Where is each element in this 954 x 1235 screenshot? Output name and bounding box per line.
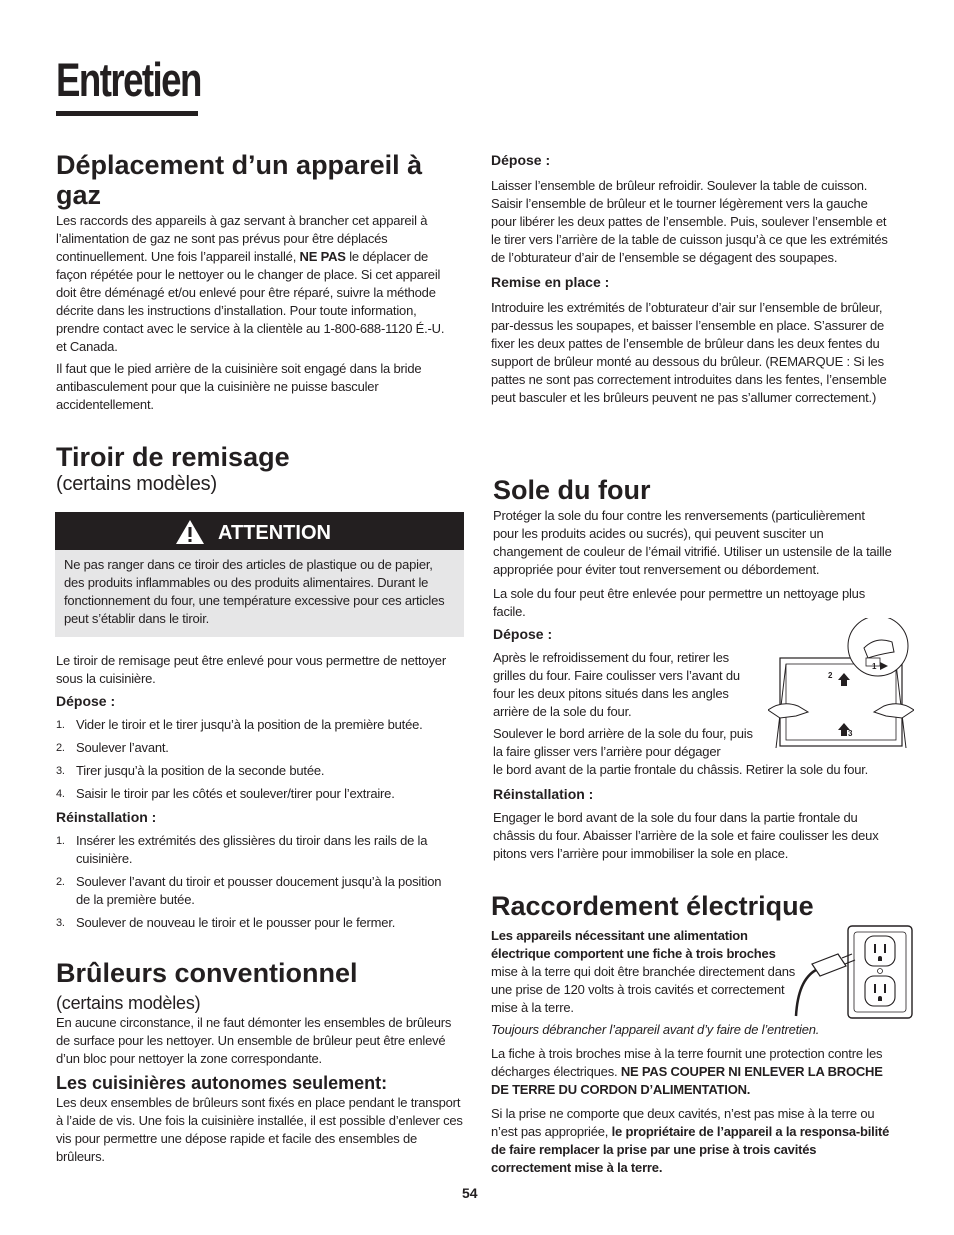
step-text: Soulever de nouveau le tiroir et le pousser pour le fermer. [76,915,396,930]
drawer-heading: Tiroir de remisage [56,442,290,472]
oven-bottom-reinstall-text: Engager le bord avant de la sole du four dans la partie frontale du châssis du four. Abaisser l’arrière de la sole et faire coulisser les deux pitons vers l’arrière pour immobiliser la sole en place. [493,810,879,861]
moving-heading: Déplacement d’un appareil à gaz [56,150,423,210]
list-item [56,739,461,757]
freestanding-text: Les deux ensembles de brûleurs sont fixés en place pendant le transport à l’aide de vis. Une fois la cuisinière installée, il est possible d’enlever ces vis pour permettre une dépose rapide et facile des ensembles de brûleurs. [56,1095,463,1164]
burner-removal-section [491,151,896,407]
step-number: 2. [56,742,65,754]
oven-bottom-p2: La sole du four peut être enlevée pour permettre un nettoyage plus facile. [493,586,866,619]
attention-header [55,512,464,550]
page-number: 54 [462,1185,478,1201]
figure-label-3: 3 [848,729,853,738]
electrical-p1 [491,927,801,1017]
warning-icon [175,519,205,550]
oven-bottom-intro: Protéger la sole du four contre les renversements (particulièrement pour les produits acides ou sucrés), qui peuvent susciter un changement de couleur de l’émail vitrifié. Utiliser un ustensile de la taille appropriée pour éviter tout renversement ou débordement. [493,508,892,577]
burner-replace-text: Introduire les extrémités de l’obturateur d’air sur l’ensemble de brûleur, par-dessus les soupapes, et baisser l’ensemble en place. S’assurer de fixer les deux pattes de l’ensemble de brûleur dans les deux fentes du support de brûleur monté au dessous du brûleur. (REMARQUE : Si les pattes ne sont pas correctement introduites dans les fentes, l’ensemble peut basculer et les brûleurs peuvent ne pas s’allumer correctement.) [491,300,887,405]
title-rule [56,111,198,116]
list-item [56,832,456,868]
burner-removal-heading: Dépose : [491,152,551,168]
step-text: Vider le tiroir et le tirer jusqu’à la position de la première butée. [76,717,423,732]
step-number: 2. [56,876,65,888]
oven-bottom-removal-p1: Après le refroidissement du four, retirer les grilles du four. Faire coulisser vers l’avant du four les deux pitons situés dans les angles arrière de la sole du four. [493,650,740,719]
electrical-p3 [491,1105,896,1177]
drawer-subheading: (certains modèles) [56,473,217,495]
attention-box [55,550,464,637]
drawer-intro: Le tiroir de remisage peut être enlevé pour vous permettre de nettoyer sous la cuisinière. [56,653,446,686]
outlet-illustration [792,924,914,1020]
drawer-removal-list [56,716,461,803]
burners-subheading: (certains modèles) [56,993,201,1013]
step-text: Soulever l’avant. [76,740,169,755]
electrical-p1-text: mise à la terre qui doit être branchée directement dans une prise de 120 volts à trois cavités et correctement mise à la terre. [491,964,796,1015]
step-number: 3. [56,917,65,929]
electrical-p3-text: Si la prise ne comporte que deux cavités, n’est pas mise à la terre ou n’est pas appropriée, [491,1106,875,1139]
burners-heading: Brûleurs conventionnel [56,958,358,988]
drawer-reinstall-heading: Réinstallation : [56,809,157,825]
electrical-heading: Raccordement électrique [491,891,814,921]
freestanding-heading: Les cuisinières autonomes seulement: [56,1073,388,1093]
moving-section [56,150,456,414]
oven-bottom-removal-heading: Dépose : [493,626,553,642]
step-number: 4. [56,788,65,800]
electrical-p2-text: La fiche à trois broches mise à la terre fournit une protection contre les décharges électriques. [491,1046,883,1079]
list-item [56,873,456,909]
page-title: Entretien [56,53,201,106]
drawer-instructions [56,652,461,937]
oven-bottom-removal-p2: Soulever le bord arrière de la sole du four, puis la faire glisser vers l’arrière pour dégager [493,726,753,759]
burner-removal-text: Laisser l’ensemble de brûleur refroidir. Soulever la table de cuisson. Saisir l’ensemble de brûleur et le tourner légèrement vers la gauche pour libérer les deux pattes de l’ensemble. Puis, soulever l’ensemble et le tirer vers l’arrière de la table de cuisson jusqu’à ce que les extrémités de l’obturateur d’air de l’ensemble se dégagent des soupapes. [491,178,888,265]
burners-intro: En aucune circonstance, il ne faut démonter les ensembles de brûleurs de surface pour les nettoyer. Un ensemble de brûleur peut être enlevé d’un bloc pour nettoyer la zone correspondante. [56,1015,452,1066]
drawer-reinstall-list [56,832,456,932]
moving-paragraph-2: Il faut que le pied arrière de la cuisinière soit engagé dans la bride antibasculement pour que la cuisinière ne puisse basculer accidentellement. [56,361,422,412]
oven-bottom-heading: Sole du four [493,475,651,505]
list-item [56,914,456,932]
electrical-p2-bold: NE PAS COUPER NI ENLEVER LA BROCHE DE TERRE DU CORDON D’ALIMENTATION. [491,1064,883,1097]
list-item [56,785,461,803]
electrical-p3-bold: le propriétaire de l’appareil a la responsa-bilité de faire remplacer la prise par une prise à trois cavités correctement mise à la terre. [491,1124,890,1175]
oven-bottom-removal-p2-cont: le bord avant de la partie frontale du châssis. Retirer la sole du four. [493,762,869,777]
drawer-removal-heading: Dépose : [56,693,116,709]
list-item [56,716,461,734]
oven-bottom-illustration [768,618,914,750]
moving-paragraph-1 [56,212,456,356]
moving-p1-bold: NE PAS [299,249,346,264]
step-number: 1. [56,835,65,847]
attention-label: ATTENTION [218,522,331,544]
figure-label-1: 1 [872,662,877,671]
figure-label-2: 2 [828,671,833,680]
step-number: 1. [56,719,65,731]
drawer-section [56,442,464,496]
moving-p1-text-b: le déplacer de façon répétée pour le nettoyer ou le changer de place. Si cet appareil doit être déménagé et/ou enlevé pour être réparé, suivre la méthode décrite dans les instructions d’installation. Pour toute information, prendre contact avec le service à la clientèle au 1-800-688-1120 É.-U. et Canada. [56,249,445,354]
moving-p1-text-a: Les raccords des appareils à gaz servant à brancher cet appareil à l’alimentation de gaz ne sont pas prévus pour être déplacés continuellement. Une fois l’appareil installé, [56,213,428,264]
list-item [56,762,461,780]
electrical-p2 [491,1045,896,1099]
burner-replace-heading: Remise en place : [491,274,610,290]
electrical-italic-note: Toujours débrancher l’appareil avant d’y faire de l’entretien. [491,1022,820,1037]
electrical-p1-bold: Les appareils nécessitant une alimentation électrique comportent une fiche à trois broches [491,928,776,961]
burners-section [56,958,464,1166]
step-text: Saisir le tiroir par les côtés et soulever/tirer pour l’extraire. [76,786,395,801]
step-text: Insérer les extrémités des glissières du tiroir dans les rails de la cuisinière. [76,833,428,866]
attention-text: Ne pas ranger dans ce tiroir des articles de plastique ou de papier, des produits inflammables ou des produits alimentaires. Durant le fonctionnement du four, une température excessive pour ces articles peut s’établir dans le tiroir. [64,557,445,626]
step-text: Tirer jusqu’à la position de la seconde butée. [76,763,325,778]
step-number: 3. [56,765,65,777]
oven-bottom-reinstall-heading: Réinstallation : [493,786,594,802]
step-text: Soulever l’avant du tiroir et pousser doucement jusqu’à la position de la première butée. [76,874,442,907]
